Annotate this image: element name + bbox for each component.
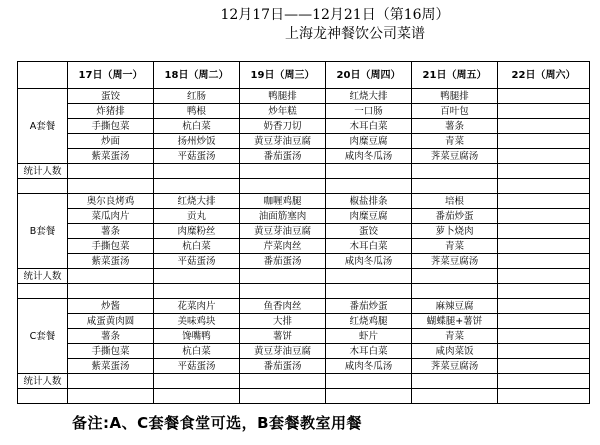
dish-cell: 番茄蛋汤 [240, 149, 326, 164]
dish-cell: 平菇蛋汤 [154, 359, 240, 374]
dish-cell [498, 134, 590, 149]
menu-title-dates: 12月17日——12月21日（第16周） [220, 7, 450, 23]
dish-cell: 奥尔良烤鸡 [68, 194, 154, 209]
count-cell [412, 164, 498, 179]
dish-cell: 麻辣豆腐 [412, 299, 498, 314]
dish-cell: 芹菜肉丝 [240, 239, 326, 254]
dish-cell: 杭白菜 [154, 119, 240, 134]
dish-cell [498, 314, 590, 329]
count-label: 统计人数 [18, 164, 68, 179]
dish-cell: 番茄蛋汤 [240, 254, 326, 269]
table-row [18, 119, 590, 134]
dish-cell: 平菇蛋汤 [154, 254, 240, 269]
count-cell [68, 164, 154, 179]
day-header: 20日（周四） [326, 62, 412, 89]
dish-cell: 青菜 [412, 329, 498, 344]
dish-cell: 青菜 [412, 239, 498, 254]
count-cell [326, 269, 412, 284]
dish-cell: 黄豆芽油豆腐 [240, 344, 326, 359]
dish-cell: 薯条 [68, 224, 154, 239]
count-cell [498, 164, 590, 179]
dish-cell: 薯饼 [240, 329, 326, 344]
dish-cell: 蛋饺 [326, 224, 412, 239]
dish-cell: 红烧大排 [154, 194, 240, 209]
dish-cell [498, 344, 590, 359]
count-cell [326, 164, 412, 179]
dish-cell [498, 299, 590, 314]
table-row [18, 239, 590, 254]
dish-cell: 花菜肉片 [154, 299, 240, 314]
count-cell [498, 374, 590, 389]
dish-cell [498, 119, 590, 134]
menu-table [17, 61, 590, 404]
dish-cell: 木耳白菜 [326, 239, 412, 254]
dish-cell [498, 194, 590, 209]
dish-cell: 手撕包菜 [68, 119, 154, 134]
dish-cell [498, 254, 590, 269]
dish-cell: 美味鸡块 [154, 314, 240, 329]
spacer-row [18, 284, 590, 299]
dish-cell: 杭白菜 [154, 239, 240, 254]
dish-cell: 咸蛋黄肉圆 [68, 314, 154, 329]
dish-cell: 肉糜粉丝 [154, 224, 240, 239]
dish-cell: 手撕包菜 [68, 239, 154, 254]
dish-cell: 荠菜豆腐汤 [412, 254, 498, 269]
count-cell [68, 374, 154, 389]
dish-cell: 薯条 [412, 119, 498, 134]
dish-cell: 番茄炒蛋 [412, 209, 498, 224]
set-name-b: B套餐 [18, 194, 68, 269]
count-label: 统计人数 [18, 269, 68, 284]
table-row [18, 89, 590, 104]
dish-cell: 炸猪排 [68, 104, 154, 119]
dish-cell: 炒年糕 [240, 104, 326, 119]
dish-cell: 炒酱 [68, 299, 154, 314]
dish-cell: 虾片 [326, 329, 412, 344]
dish-cell: 蝴蝶腿+薯饼 [412, 314, 498, 329]
dish-cell [498, 104, 590, 119]
dish-cell: 黄豆芽油豆腐 [240, 134, 326, 149]
table-row [18, 194, 590, 209]
dish-cell: 百叶包 [412, 104, 498, 119]
dish-cell: 一口肠 [326, 104, 412, 119]
dish-cell [498, 149, 590, 164]
count-cell [154, 164, 240, 179]
table-row [18, 314, 590, 329]
count-label: 统计人数 [18, 374, 68, 389]
dish-cell: 紫菜蛋汤 [68, 254, 154, 269]
dish-cell: 咸肉冬瓜汤 [326, 149, 412, 164]
table-row [18, 224, 590, 239]
dish-cell: 青菜 [412, 134, 498, 149]
dish-cell: 蛋饺 [68, 89, 154, 104]
set-name-c: C套餐 [18, 299, 68, 374]
count-cell [240, 374, 326, 389]
dish-cell: 咸肉菜饭 [412, 344, 498, 359]
table-row [18, 209, 590, 224]
count-cell [68, 269, 154, 284]
dish-cell [498, 359, 590, 374]
table-row [18, 104, 590, 119]
table-row [18, 134, 590, 149]
dish-cell: 黄豆芽油豆腐 [240, 224, 326, 239]
dish-cell: 咸肉冬瓜汤 [326, 359, 412, 374]
dish-cell: 贡丸 [154, 209, 240, 224]
count-cell [412, 374, 498, 389]
dish-cell: 扬州炒饭 [154, 134, 240, 149]
dish-cell [498, 224, 590, 239]
table-row [18, 329, 590, 344]
day-header: 21日（周五） [412, 62, 498, 89]
dish-cell: 鸭腿排 [240, 89, 326, 104]
dish-cell: 油面筋塞肉 [240, 209, 326, 224]
dish-cell: 炒面 [68, 134, 154, 149]
count-cell [326, 374, 412, 389]
dish-cell: 平菇蛋汤 [154, 149, 240, 164]
dish-cell: 馋嘴鸭 [154, 329, 240, 344]
dish-cell: 手撕包菜 [68, 344, 154, 359]
dish-cell: 杭白菜 [154, 344, 240, 359]
count-row-b [18, 269, 590, 284]
dish-cell: 紫菜蛋汤 [68, 359, 154, 374]
dish-cell: 椒盐排条 [326, 194, 412, 209]
table-row [18, 299, 590, 314]
dish-cell: 培根 [412, 194, 498, 209]
table-row [18, 359, 590, 374]
count-cell [240, 269, 326, 284]
dish-cell [498, 329, 590, 344]
count-cell [154, 269, 240, 284]
count-cell [240, 164, 326, 179]
dish-cell: 薯条 [68, 329, 154, 344]
day-header: 22日（周六） [498, 62, 590, 89]
dish-cell: 木耳白菜 [326, 344, 412, 359]
count-row-c [18, 374, 590, 389]
dish-cell: 木耳白菜 [326, 119, 412, 134]
dish-cell: 咸肉冬瓜汤 [326, 254, 412, 269]
set-name-a: A套餐 [18, 89, 68, 164]
dish-cell: 红烧大排 [326, 89, 412, 104]
corner-cell [18, 62, 68, 89]
table-row [18, 344, 590, 359]
menu-note: 备注:A、C套餐食堂可选，B套餐教室用餐 [72, 414, 363, 432]
dish-cell: 鸭根 [154, 104, 240, 119]
dish-cell: 鱼香肉丝 [240, 299, 326, 314]
spacer-row [18, 389, 590, 404]
dish-cell: 奶香刀切 [240, 119, 326, 134]
dish-cell: 萝卜烧肉 [412, 224, 498, 239]
count-cell [412, 269, 498, 284]
day-header: 17日（周一） [68, 62, 154, 89]
dish-cell: 肉糜豆腐 [326, 134, 412, 149]
count-cell [498, 269, 590, 284]
header-row [18, 62, 590, 89]
dish-cell [498, 89, 590, 104]
dish-cell: 荠菜豆腐汤 [412, 149, 498, 164]
dish-cell: 肉糜豆腐 [326, 209, 412, 224]
count-row-a [18, 164, 590, 179]
spacer-row [18, 179, 590, 194]
dish-cell: 咖喱鸡腿 [240, 194, 326, 209]
table-row [18, 254, 590, 269]
dish-cell: 大排 [240, 314, 326, 329]
menu-body [18, 89, 590, 404]
dish-cell: 番茄蛋汤 [240, 359, 326, 374]
dish-cell [498, 239, 590, 254]
dish-cell: 红肠 [154, 89, 240, 104]
table-row [18, 149, 590, 164]
count-cell [154, 374, 240, 389]
dish-cell: 菜瓜肉片 [68, 209, 154, 224]
day-header: 18日（周二） [154, 62, 240, 89]
dish-cell: 紫菜蛋汤 [68, 149, 154, 164]
dish-cell: 鸭腿排 [412, 89, 498, 104]
dish-cell [498, 209, 590, 224]
dish-cell: 荠菜豆腐汤 [412, 359, 498, 374]
dish-cell: 红烧鸡腿 [326, 314, 412, 329]
day-header: 19日（周三） [240, 62, 326, 89]
menu-title-company: 上海龙神餐饮公司菜谱 [285, 26, 425, 42]
dish-cell: 番茄炒蛋 [326, 299, 412, 314]
